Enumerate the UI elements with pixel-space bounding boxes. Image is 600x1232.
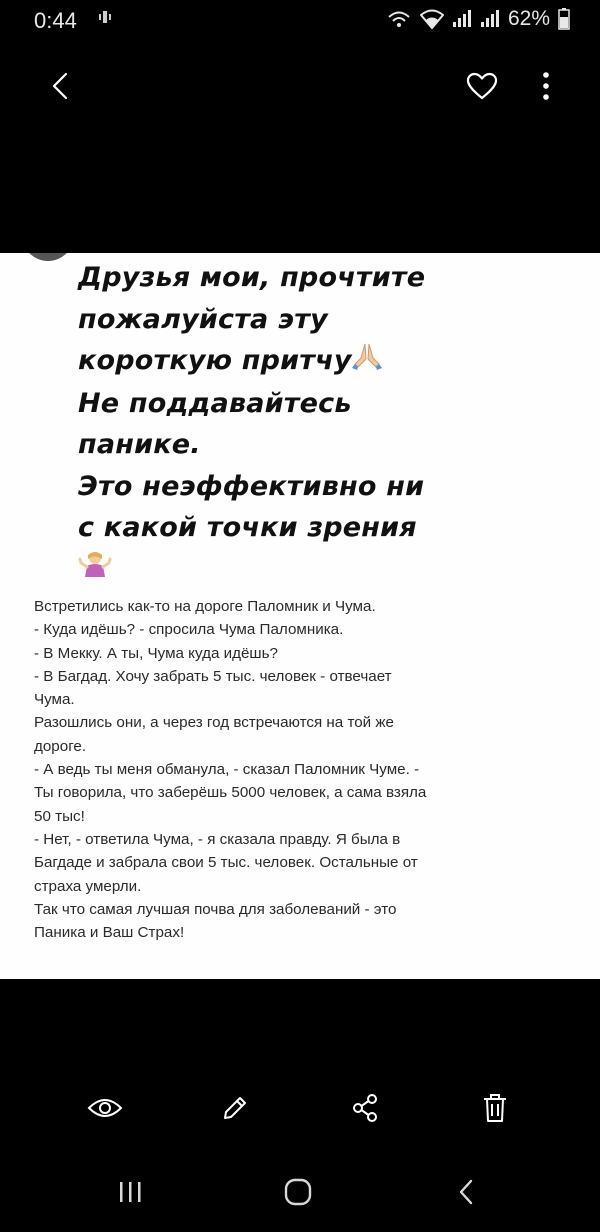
- text-line: - В Мекку. А ты, Чума куда идёшь?: [34, 644, 278, 662]
- edit-button[interactable]: [207, 1080, 263, 1136]
- back-button[interactable]: [38, 64, 82, 108]
- wifi-calling-icon: [386, 9, 412, 29]
- text-line: страха умерли.: [34, 877, 142, 895]
- text-line: Багдаде и забрала свои 5 тыс. человек. Остальные от: [34, 854, 418, 872]
- gallery-top-bar: [0, 52, 600, 122]
- more-vertical-icon: [542, 71, 550, 101]
- headline-line: пожалуйста эту: [78, 303, 328, 335]
- text-line: Чума.: [34, 691, 75, 709]
- text-line: - В Багдад. Хочу забрать 5 тыс. человек - отвечает: [34, 667, 392, 685]
- shrugging-woman-emoji: [78, 549, 112, 592]
- back-nav-button[interactable]: [436, 1170, 496, 1214]
- system-nav-bar: [0, 1162, 600, 1222]
- delete-button[interactable]: [467, 1080, 523, 1136]
- text-line: Паника и Ваш Страх!: [34, 924, 185, 942]
- text-line: - Куда идёшь? - спросила Чума Паломника.: [34, 621, 344, 639]
- headline-line: Не поддавайтесь: [78, 387, 352, 419]
- text-line: дороге.: [34, 737, 87, 755]
- headline-line: [78, 340, 578, 383]
- share-icon: [351, 1093, 379, 1123]
- heart-icon: [466, 72, 498, 100]
- avatar: [22, 253, 74, 261]
- vibrate-icon: [97, 8, 113, 31]
- more-options-button[interactable]: [528, 64, 564, 108]
- battery-icon: [558, 8, 570, 30]
- battery-percent: 62%: [507, 7, 550, 30]
- signal-icon-1: [452, 10, 472, 28]
- text-line: 50 тыс!: [34, 807, 85, 825]
- text-line: Ты говорила, что заберёшь 5000 человек, а сама взяла: [34, 784, 427, 802]
- wifi-icon: [420, 9, 444, 29]
- recent-apps-icon: [117, 1180, 143, 1204]
- headline: [78, 257, 578, 592]
- headline-line-text: короткую притчу: [78, 345, 352, 376]
- signal-icon-2: [480, 10, 500, 28]
- headline-line: [78, 549, 578, 592]
- headline-line: с какой точки зрения: [78, 512, 417, 544]
- parable-text: [34, 595, 574, 944]
- chevron-left-icon: [50, 71, 70, 101]
- photo-actions-bar: [0, 1080, 600, 1136]
- status-time: 0:44: [34, 8, 77, 33]
- headline-line: Это неэффективно ни: [78, 470, 425, 502]
- trash-icon: [482, 1093, 508, 1123]
- recent-apps-button[interactable]: [100, 1170, 160, 1214]
- favorite-button[interactable]: [458, 64, 506, 108]
- text-line: - А ведь ты меня обманула, - сказал Паломник Чуме. -: [34, 761, 420, 779]
- back-icon: [457, 1178, 475, 1206]
- home-button[interactable]: [268, 1170, 328, 1214]
- share-button[interactable]: [337, 1080, 393, 1136]
- headline-line: панике.: [78, 429, 201, 461]
- text-line: Разошлись они, а через год встречаются на той же: [34, 714, 394, 732]
- pencil-icon: [221, 1094, 249, 1122]
- headline-line: Друзья мои, прочтите: [78, 262, 426, 293]
- status-bar: [0, 0, 600, 44]
- photo-viewer[interactable]: [0, 253, 600, 979]
- eye-icon: [87, 1096, 123, 1120]
- praying-hands-emoji: [352, 340, 382, 383]
- text-line: Так что самая лучшая почва для заболеваний - это: [34, 900, 397, 918]
- home-icon: [284, 1178, 312, 1206]
- text-line: Встретились как-то на дороге Паломник и Чума.: [34, 598, 376, 615]
- text-line: - Нет, - ответила Чума, - я сказала правду. Я была в: [34, 830, 401, 848]
- view-details-button[interactable]: [77, 1080, 133, 1136]
